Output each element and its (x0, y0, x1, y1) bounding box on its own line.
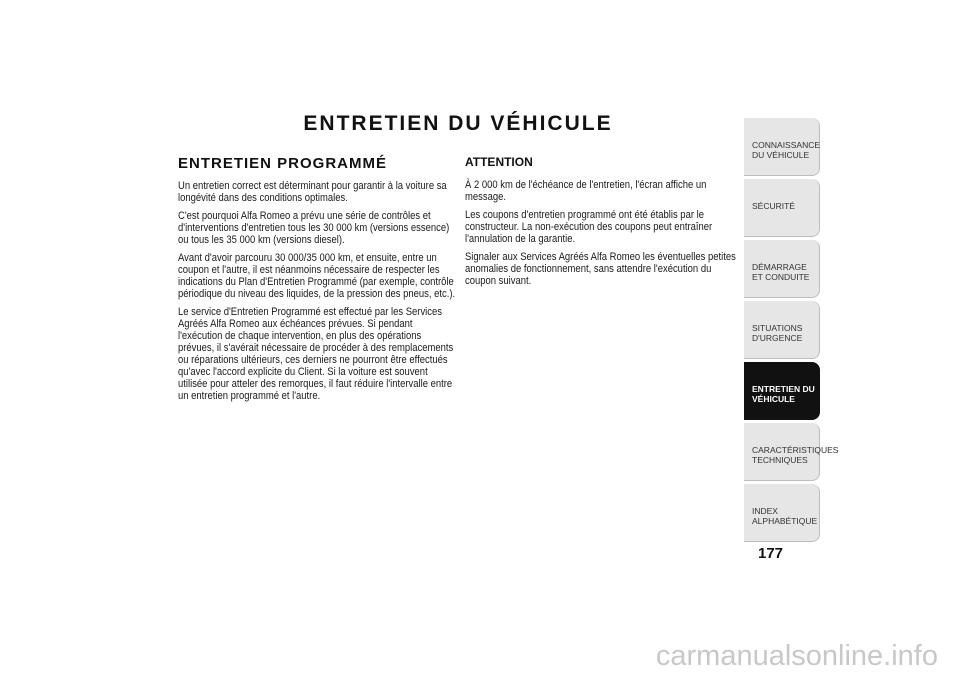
page-number: 177 (758, 545, 784, 562)
tab-caracteristiques-techniques[interactable]: CARACTÉRISTIQUES TECHNIQUES (744, 423, 820, 481)
paragraph: Avant d'avoir parcouru 30 000/35 000 km, et ensuite, entre un coupon et l'autre, il est néanmoins nécessaire de respecter les indications du Plan d'Entretien Programmé (par exemple, contrôle périodique du niveau des liquides, de la pression des pneus, etc.). (178, 252, 456, 300)
tab-entretien-du-vehicule[interactable]: ENTRETIEN DU VÉHICULE (744, 362, 820, 420)
paragraph: À 2 000 km de l'échéance de l'entretien, l'écran affiche un message. (465, 179, 707, 203)
paragraph: Le service d'Entretien Programmé est effectué par les Services Agréés Alfa Romeo aux échéances prévues. Si pendant l'exécution de chaque intervention, en plus des opérations prévues, il s'avérait nécessaire de procéder à des remplacements ou réparations ultérieurs, ces derniers ne pourront être effectués qu'avec l'accord explicite du Client. Si la voiture est souvent utilisée pour atteler des remorques, il faut réduire l'intervalle entre un entretien programmé et l'autre. (178, 306, 454, 402)
watermark: carmanualsonline.info (655, 640, 938, 672)
tab-demarrage-et-conduite[interactable]: DÉMARRAGE ET CONDUITE (744, 240, 820, 298)
tab-securite[interactable]: SÉCURITÉ (744, 179, 820, 237)
tab-situations-d-urgence[interactable]: SITUATIONS D'URGENCE (744, 301, 820, 359)
paragraph: C'est pourquoi Alfa Romeo a prévu une série de contrôles et d'interventions d'entretien tous les 30 000 km (versions essence) ou tous les 35 000 km (versions diesel). (178, 210, 450, 246)
page-title: ENTRETIEN DU VÉHICULE (303, 112, 613, 135)
left-column (178, 155, 456, 408)
section-heading-entretien-programme: ENTRETIEN PROGRAMMÉ (178, 155, 388, 172)
paragraph: Les coupons d'entretien programmé ont été établis par le constructeur. La non-exécution des coupons peut entraîner l'annulation de la garantie. (465, 209, 713, 245)
tab-connaissance-du-vehicule[interactable]: CONNAISSANCE DU VÉHICULE (744, 118, 820, 176)
paragraph: Un entretien correct est déterminant pour garantir à la voiture sa longévité dans des conditions optimales. (178, 180, 447, 204)
tab-index-alphabetique[interactable]: INDEX ALPHABÉTIQUE (744, 484, 820, 542)
chapter-tabs (744, 118, 839, 545)
paragraph: Signaler aux Services Agréés Alfa Romeo les éventuelles petites anomalies de fonctionnement, sans attendre l'exécution du coupon suivant. (465, 251, 736, 287)
right-column (465, 155, 740, 293)
attention-heading: ATTENTION (465, 155, 533, 169)
